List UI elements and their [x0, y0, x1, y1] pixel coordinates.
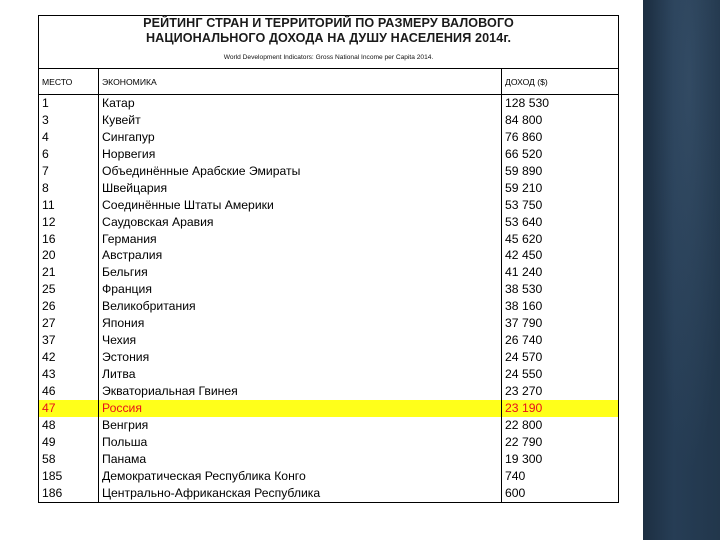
rank-value: 7: [42, 163, 49, 178]
economy-name: Катар: [102, 96, 135, 110]
rank-value: 43: [42, 367, 56, 381]
income-value: 37 790: [505, 316, 543, 331]
income-value: 42 450: [505, 248, 543, 263]
income-value: 66 520: [505, 146, 543, 161]
title-row: [39, 16, 619, 69]
rank-value: 27: [42, 316, 56, 331]
economy-name: Норвегия: [102, 146, 156, 161]
rank-value: 16: [42, 231, 56, 246]
rank-value: 3: [42, 112, 49, 127]
economy-name: Экваториальная Гвинея: [102, 383, 238, 398]
income-value: 24 550: [505, 367, 543, 381]
rank-value: 186: [42, 485, 63, 500]
income-value: 59 890: [505, 163, 543, 178]
economy-name-highlighted: Россия: [99, 400, 501, 417]
economy-name: Бельгия: [102, 265, 148, 280]
header-economy: ЭКОНОМИКА: [99, 69, 502, 95]
economy-name: Великобритания: [102, 299, 196, 314]
rank-value: 46: [42, 383, 56, 398]
economy-name: Венгрия: [102, 417, 149, 432]
income-value: 22 790: [505, 434, 543, 449]
rank-value: 21: [42, 265, 56, 280]
document-title-line1: РЕЙТИНГ СТРАН И ТЕРРИТОРИЙ ПО РАЗМЕРУ ВАЛОВОГО: [143, 16, 514, 30]
rank-value: 11: [42, 197, 55, 212]
income-value: 53 750: [505, 197, 543, 212]
rank-value: 37: [42, 333, 56, 348]
economy-name: Объединённые Арабские Эмираты: [102, 163, 301, 178]
income-value: 45 620: [505, 231, 543, 246]
income-value: 24 570: [505, 350, 543, 365]
economy-name: Чехия: [102, 333, 137, 348]
economy-name: Литва: [102, 367, 136, 381]
economy-column: [99, 95, 502, 503]
rank-column: [39, 95, 99, 503]
economy-name: Австралия: [102, 248, 163, 263]
rank-value-highlighted: 47: [39, 400, 98, 417]
income-value: 41 240: [505, 265, 543, 280]
header-row: [39, 69, 619, 95]
rank-value: 58: [42, 451, 56, 466]
economy-name: Панама: [102, 451, 147, 466]
income-value: 84 800: [505, 112, 543, 127]
rank-value: 26: [42, 299, 56, 314]
income-value: 59 210: [505, 180, 543, 195]
income-value: 26 740: [505, 333, 543, 348]
rank-value: 6: [42, 146, 49, 161]
income-value: 740: [505, 468, 526, 483]
title-cell: [39, 16, 619, 69]
economy-name: Саудовская Аравия: [102, 214, 214, 229]
economy-name: Соединённые Штаты Америки: [102, 197, 274, 212]
header-income: ДОХОД ($): [502, 69, 619, 95]
rank-value: 48: [42, 417, 56, 432]
header-rank: МЕСТО: [39, 69, 99, 95]
income-value: 23 270: [505, 383, 543, 398]
income-value: 38 160: [505, 299, 543, 314]
rank-value: 4: [42, 129, 49, 144]
rank-value: 1: [42, 96, 49, 110]
source-note: World Development Indicators: Gross National Income per Capita 2014.: [223, 54, 434, 61]
rank-value: 42: [42, 350, 56, 365]
economy-name: Германия: [102, 231, 157, 246]
economy-name: Кувейт: [102, 112, 141, 127]
economy-name: Сингапур: [102, 129, 155, 144]
income-column: [502, 95, 619, 503]
document-title-line2: НАЦИОНАЛЬНОГО ДОХОДА НА ДУШУ НАСЕЛЕНИЯ 2014г.: [145, 31, 512, 45]
economy-name: Польша: [102, 434, 148, 449]
rank-value: 20: [42, 248, 56, 263]
economy-name: Япония: [102, 316, 145, 331]
side-decor-glow: [643, 0, 720, 540]
income-value: 600: [505, 485, 526, 500]
income-value: 53 640: [505, 214, 543, 229]
income-value-highlighted: 23 190: [502, 400, 618, 417]
income-value: 128 530: [505, 96, 550, 110]
rank-value: 185: [42, 468, 63, 483]
rank-value: 12: [42, 214, 56, 229]
side-decor-panel: [643, 0, 720, 540]
rank-value: 49: [42, 434, 56, 449]
economy-name: Эстония: [102, 350, 150, 365]
ranking-table: [38, 15, 619, 503]
income-value: 22 800: [505, 417, 543, 432]
economy-name: Демократическая Республика Конго: [102, 468, 306, 483]
economy-name: Франция: [102, 282, 152, 297]
economy-name: Центрально-Африканская Республика: [102, 485, 321, 500]
rank-value: 8: [42, 180, 49, 195]
income-value: 38 530: [505, 282, 543, 297]
income-value: 19 300: [505, 451, 543, 466]
economy-name: Швейцария: [102, 180, 168, 195]
income-value: 76 860: [505, 129, 543, 144]
data-body-row: [39, 95, 619, 503]
rank-value: 25: [42, 282, 56, 297]
